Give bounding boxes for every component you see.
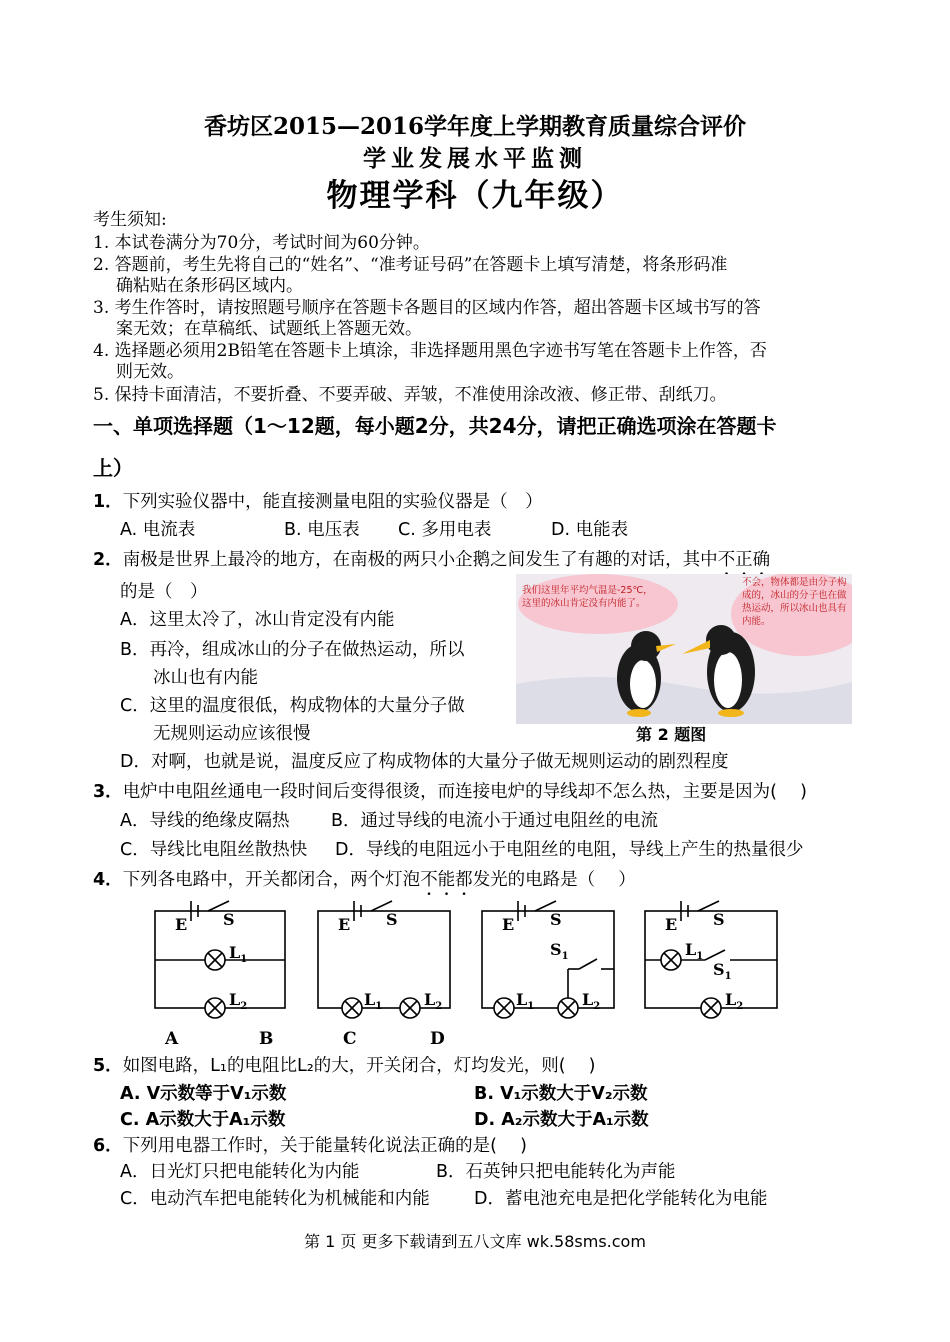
option-c: C．导线比电阻丝散热快 bbox=[120, 840, 308, 860]
option-b: B. V₁示数大于V₂示数 bbox=[474, 1084, 648, 1104]
question-3 bbox=[93, 778, 807, 803]
circuit-option-c: C bbox=[343, 1029, 357, 1049]
switch-label: $S_1$ bbox=[550, 940, 569, 962]
section-heading: 一、单项选择题（1～12题，每小题2分，共24分，请把正确选项涂在答题卡 bbox=[93, 414, 777, 438]
question-stem-end: 发光的电路是（ ） bbox=[472, 870, 636, 890]
figure-caption: 第 2 题图 bbox=[636, 725, 707, 744]
lamp-label: $L_2$ bbox=[229, 990, 248, 1012]
option-d: D. A₂示数大于A₁示数 bbox=[474, 1110, 649, 1130]
section-heading-cont: 上） bbox=[93, 456, 133, 480]
notice-heading: 考生须知: bbox=[93, 210, 167, 230]
battery-label: E bbox=[338, 915, 351, 934]
question-stem: 电炉中电阻丝通电一段时间后变得很烫，而连接电炉的导线却不怎么热，主要是因为( ) bbox=[122, 782, 807, 802]
circuit-option-a: A bbox=[165, 1029, 179, 1049]
lamp-label: $L_1$ bbox=[364, 990, 383, 1012]
penguin-cartoon-image bbox=[516, 574, 852, 724]
option-a: A．日光灯只把电能转化为内能 bbox=[120, 1162, 360, 1182]
battery-label: E bbox=[175, 915, 188, 934]
question-stem: 下列实验仪器中，能直接测量电阻的实验仪器是（ ） bbox=[122, 492, 543, 512]
question-number: 4． bbox=[93, 870, 123, 890]
notice-item-cont: 案无效；在草稿纸、试题纸上答题无效。 bbox=[116, 319, 422, 339]
option-c-cont: 无规则运动应该很慢 bbox=[153, 724, 311, 744]
switch-label: S bbox=[386, 910, 398, 929]
option-c: C．这里的温度很低，构成物体的大量分子做 bbox=[120, 696, 465, 716]
switch-label: S bbox=[550, 910, 562, 929]
option-a: A．导线的绝缘皮隔热 bbox=[120, 811, 290, 831]
speech-bubble-right: 不会，物体都是由分子构成的，冰山的分子也在做热运动，所以冰山也具有内能。 bbox=[742, 577, 847, 627]
lamp-label: $L_2$ bbox=[424, 990, 443, 1012]
emphasized-text: 不正确 bbox=[717, 550, 771, 570]
question-5 bbox=[93, 1052, 595, 1077]
switch-label: S bbox=[713, 910, 725, 929]
option-b-cont: 冰山也有内能 bbox=[153, 668, 258, 688]
question-number: 3． bbox=[93, 782, 123, 802]
option-d: D. 电能表 bbox=[551, 520, 629, 540]
option-a: A．这里太冷了，冰山肯定没有内能 bbox=[120, 610, 395, 630]
emphasized-text: 不能都 bbox=[420, 870, 473, 890]
question-6 bbox=[93, 1132, 527, 1157]
notice-item-cont: 则无效。 bbox=[116, 362, 184, 382]
battery-label: E bbox=[665, 915, 678, 934]
page-footer: 第 1 页 更多下载请到五八文库 wk.58sms.com bbox=[304, 1232, 646, 1251]
question-stem: 下列各电路中，开关都闭合，两个灯泡 bbox=[122, 870, 421, 890]
switch-label: $S_1$ bbox=[713, 960, 732, 982]
question-number: 1． bbox=[93, 492, 123, 512]
question-number: 5． bbox=[93, 1056, 123, 1076]
question-stem: 如图电路，L₁的电阻比L₂的大，开关闭合，灯均发光，则( ) bbox=[122, 1056, 596, 1076]
lamp-label: $L_1$ bbox=[229, 943, 248, 965]
option-c: C．电动汽车把电能转化为机械能和内能 bbox=[120, 1189, 430, 1209]
lamp-label: $L_1$ bbox=[516, 990, 535, 1012]
question-number: 6． bbox=[93, 1136, 123, 1156]
option-c: C. 多用电表 bbox=[398, 520, 492, 540]
lamp-label: $L_2$ bbox=[725, 990, 744, 1012]
option-b: B．再冷，组成冰山的分子在做热运动，所以 bbox=[120, 640, 465, 660]
subject-title: 物理学科（九年级） bbox=[326, 178, 624, 214]
notice-item-cont: 确粘贴在条形码区域内。 bbox=[116, 276, 303, 296]
speech-bubble-left: 我们这里年平均气温是-25℃，这里的冰山肯定没有内能了。 bbox=[522, 585, 653, 609]
switch-label: S bbox=[223, 910, 235, 929]
notice-item: 5. 保持卡面清洁，不要折叠、不要弄破、弄皱，不准使用涂改液、修正带、刮纸刀。 bbox=[93, 385, 727, 405]
option-d: D．对啊，也就是说，温度反应了构成物体的大量分子做无规则运动的剧烈程度 bbox=[120, 752, 729, 772]
question-number: 2． bbox=[93, 550, 123, 570]
notice-item: 3. 考生作答时，请按照题号顺序在答题卡各题目的区域内作答，超出答题卡区域书写的答 bbox=[93, 298, 761, 318]
notice-item: 2. 答题前，考生先将自己的“姓名”、“准考证号码”在答题卡上填写清楚，将条形码准 bbox=[93, 255, 728, 275]
question-stem: 南极是世界上最冷的地方，在南极的两只小企鹅之间发生了有趣的对话，其中 bbox=[122, 550, 718, 570]
battery-label: E bbox=[502, 915, 515, 934]
circuit-diagrams bbox=[145, 893, 795, 1053]
lamp-label: $L_2$ bbox=[582, 990, 601, 1012]
option-b: B．通过导线的电流小于通过电阻丝的电流 bbox=[331, 811, 659, 831]
circuit-option-d: D bbox=[430, 1029, 445, 1049]
question-1 bbox=[93, 488, 543, 513]
exam-subtitle: 学业发展水平监测 bbox=[363, 145, 587, 172]
notice-item: 1. 本试卷满分为70分，考试时间为60分钟。 bbox=[93, 233, 430, 253]
option-d: D．蓄电池充电是把化学能转化为电能 bbox=[474, 1189, 768, 1209]
question-stem: 下列用电器工作时，关于能量转化说法正确的是( ) bbox=[122, 1136, 527, 1156]
exam-title: 香坊区2015—2016学年度上学期教育质量综合评价 bbox=[203, 113, 747, 140]
option-a: A. V示数等于V₁示数 bbox=[120, 1084, 287, 1104]
option-b: B. 电压表 bbox=[284, 520, 360, 540]
lamp-label: $L_1$ bbox=[685, 940, 704, 962]
option-a: A. 电流表 bbox=[120, 520, 196, 540]
question-stem-cont: 的是（ ） bbox=[120, 582, 208, 602]
notice-item: 4. 选择题必须用2B铅笔在答题卡上填涂，非选择题用黑色字迹书写笔在答题卡上作答，否 bbox=[93, 341, 767, 361]
circuit-option-b: B bbox=[259, 1029, 274, 1049]
option-c: C. A示数大于A₁示数 bbox=[120, 1110, 286, 1130]
option-b: B．石英钟只把电能转化为声能 bbox=[436, 1162, 676, 1182]
option-d: D．导线的电阻远小于电阻丝的电阻，导线上产生的热量很少 bbox=[335, 840, 804, 860]
